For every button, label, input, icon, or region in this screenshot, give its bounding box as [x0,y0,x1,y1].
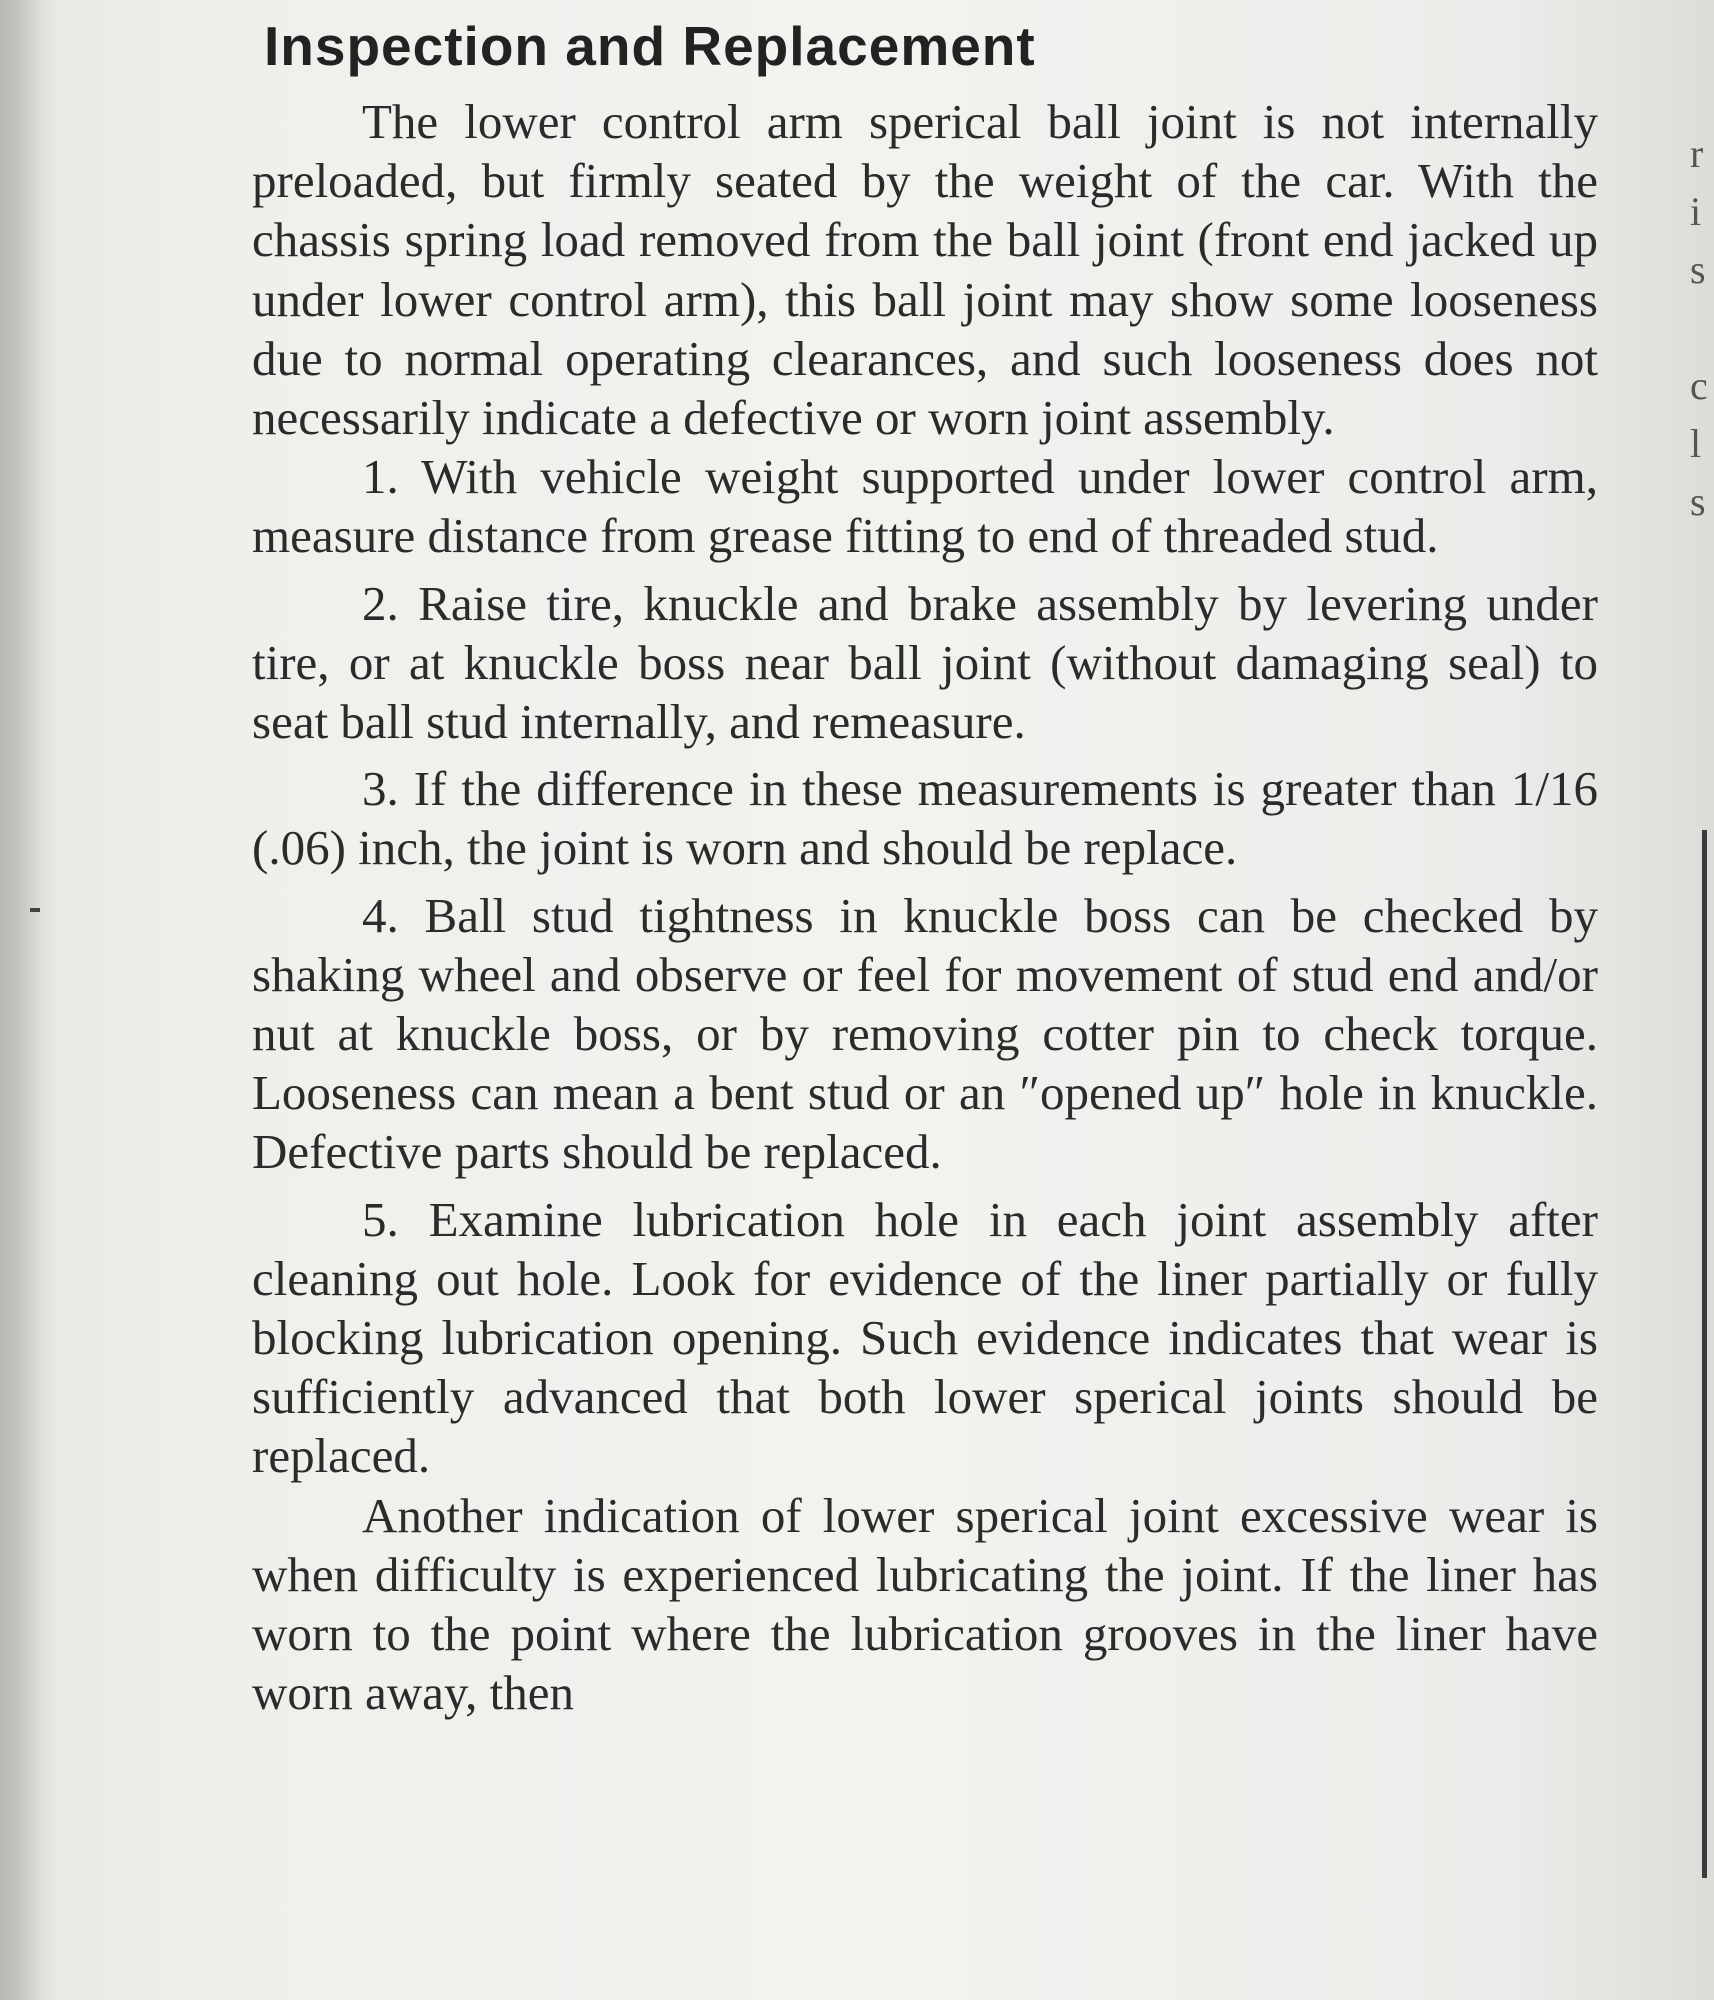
step-3-paragraph: 3. If the difference in these measurements is greater than 1/16 (.06) inch, the joint is worn and should be replace. [252,761,1598,876]
edge-letter: c [1690,363,1708,408]
edge-letter: s [1690,479,1706,524]
edge-letter: r [1690,131,1704,176]
edge-letter: l [1690,421,1702,466]
margin-tick-mark [30,908,40,912]
edge-letter [1690,304,1714,362]
section-heading: Inspection and Replacement [264,15,1036,77]
closing-paragraph: Another indication of lower sperical joint excessive wear is when difficulty is experienced lubricating the joint. If the liner has worn to the point where the lubrication grooves in the liner have worn away, then [252,1487,1598,1721]
step-4-paragraph: 4. Ball stud tightness in knuckle boss can be checked by shaking wheel and observe or feel for movement of stud end and/or nut at knuckle boss, or by removing cotter pin to check torque. Looseness can mean a bent stud or an ″opened up″ hole in knuckle. Defective parts should be replaced. [252,887,1598,1180]
edge-letter: i [1690,189,1702,234]
step-1-paragraph: 1. With vehicle weight supported under lower control arm, measure distance from grease fitting to end of threaded stud. [252,449,1598,564]
next-page-edge-letters [1690,130,1714,536]
intro-paragraph: The lower control arm sperical ball joint is not internally preloaded, but firmly seated by the weight of the car. With the chassis spring load removed from the ball joint (front end jacked up under lower control arm), this ball joint may show some looseness due to normal operating clearances, and such looseness does not necessarily indicate a defective or worn joint assembly. [252,94,1598,446]
step-5-paragraph: 5. Examine lubrication hole in each joint assembly after cleaning out hole. Look for evidence of the liner partially or fully blocking lubrication opening. Such evidence indicates that wear is sufficiently advanced that both lower sperical joints should be replaced. [252,1191,1598,1484]
text-column [252,14,1598,1722]
edge-rule-line [1702,830,1707,1878]
page-gutter-shadow [0,0,40,2000]
edge-letter: s [1690,247,1706,292]
step-2-paragraph: 2. Raise tire, knuckle and brake assembly by levering under tire, or at knuckle boss near ball joint (without damaging seal) to seat ball stud internally, and remeasure. [252,575,1598,750]
